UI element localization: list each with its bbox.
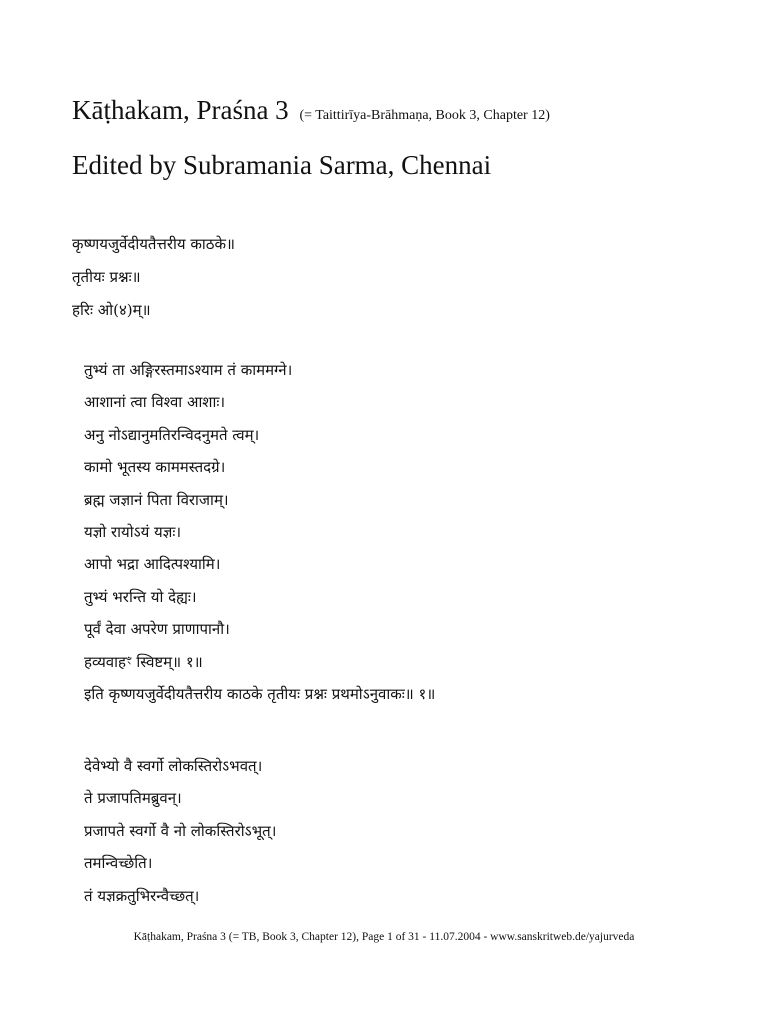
verse-line: तमन्विच्छेति।	[84, 854, 153, 873]
editor-line: Edited by Subramania Sarma, Chennai	[72, 150, 492, 180]
anuvaka-colophon: इति कृष्णयजुर्वेदीयतैत्तरीय काठके तृतीयः प्रश्नः प्रथमोऽनुवाकः॥ १॥	[84, 684, 436, 703]
title-note: (= Taittirīya-Brāhmaṇa, Book 3, Chapter 12)	[299, 108, 550, 123]
intro-line: तृतीयः प्रश्नः॥	[72, 268, 141, 286]
verse-line: आशानां त्वा विश्वा आशाः।	[84, 393, 226, 412]
verse-line: ब्रह्म जज्ञानं पिता विराजाम्।	[84, 490, 229, 509]
verse-line: देवेभ्यो वै स्वर्गो लोकस्तिरोऽभवत्।	[84, 757, 263, 775]
verse-line: हव्यवाहꣳ स्विष्टम्॥ १॥	[84, 652, 203, 671]
intro-line: हरिः ओ(४)म्॥	[72, 301, 151, 319]
verse-line: ते प्रजापतिमब्रुवन्।	[84, 789, 182, 808]
verse-line: आपो भद्रा आदित्पश्यामि।	[84, 555, 221, 574]
anuvaka-2	[84, 750, 276, 912]
document-title	[72, 92, 550, 134]
title-text: Kāṭhakam, Praśna 3	[72, 95, 289, 125]
intro-line: कृष्णयजुर्वेदीयतैत्तरीय काठके॥	[72, 235, 235, 253]
verse-line: अनु नोऽद्यानुमतिरन्विदनुमते त्वम्।	[84, 425, 260, 444]
verse-line: तुभ्यं ता अङ्गिरस्तमाऽश्याम तं काममग्ने।	[84, 361, 293, 379]
anuvaka-1	[84, 354, 435, 710]
verse-line: कामो भूतस्य काममस्तदग्रे।	[84, 458, 226, 477]
verse-line: तं यज्ञक्रतुभिरन्वैच्छत्।	[84, 886, 200, 905]
page-footer: Kāṭhakam, Praśna 3 (= TB, Book 3, Chapter 12), Page 1 of 31 - 11.07.2004 - www.sanskritweb.de/yajurveda	[133, 931, 635, 943]
verse-line: यज्ञो रायोऽयं यज्ञः।	[84, 522, 182, 541]
verse-line: प्रजापते स्वर्गो वै नो लोकस्तिरोऽभूत्।	[84, 821, 277, 840]
verse-line: तुभ्यं भरन्ति यो देह्यः।	[84, 587, 197, 606]
intro-lines	[72, 228, 235, 327]
verse-line: पूर्वं देवा अपरेण प्राणापानौ।	[84, 620, 230, 639]
